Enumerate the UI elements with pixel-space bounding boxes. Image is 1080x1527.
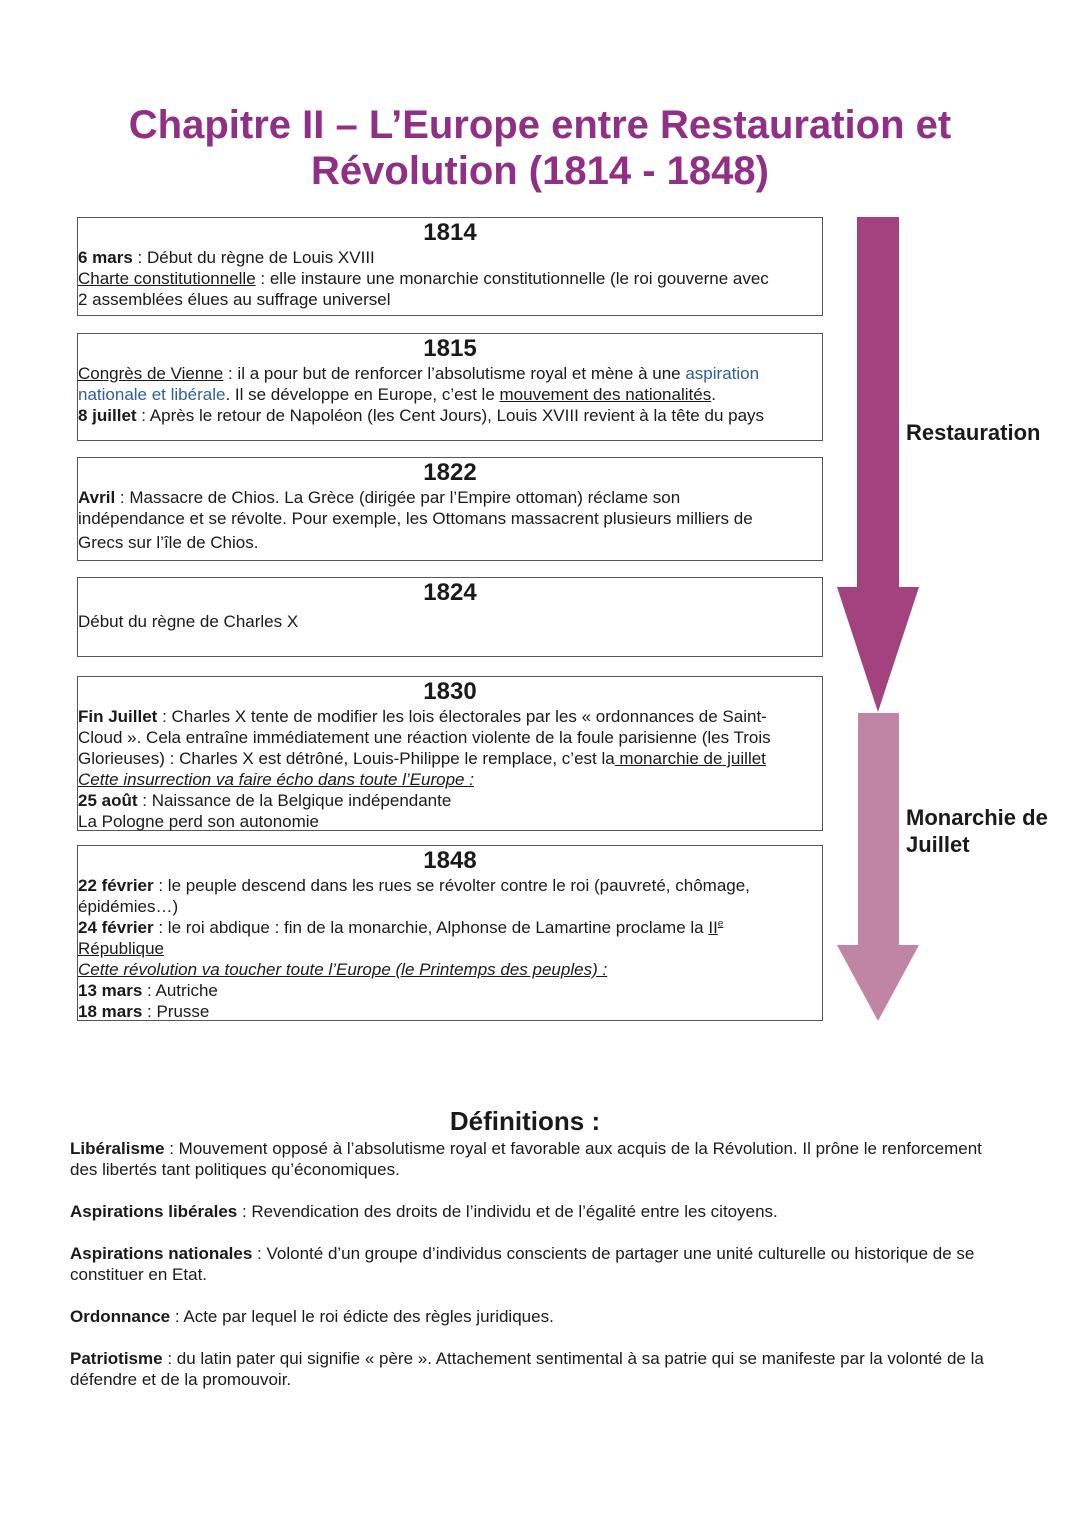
timeline-box-1824 bbox=[77, 577, 823, 657]
timeline-box-1814 bbox=[77, 217, 823, 316]
monarchie-juillet-arrow bbox=[837, 713, 919, 1021]
definition-item bbox=[70, 1306, 1010, 1327]
definition-term: Aspirations libérales bbox=[70, 1202, 238, 1221]
event-text: : Début du règne de Louis XVIII bbox=[132, 248, 375, 267]
date-label: 25 août bbox=[78, 791, 138, 810]
section-note: Cette révolution va toucher toute l’Europe (le Printemps des peuples) : bbox=[78, 960, 608, 979]
definition-item bbox=[70, 1243, 1010, 1285]
definitions-heading: Définitions : bbox=[449, 1106, 601, 1136]
definition-term: Patriotisme bbox=[70, 1349, 163, 1368]
year-heading: 1815 bbox=[423, 335, 477, 362]
date-label: 18 mars bbox=[78, 1002, 143, 1021]
definition-term: Ordonnance bbox=[70, 1307, 171, 1326]
period-label-monarchie-juillet bbox=[906, 804, 1048, 858]
event-text: épidémies…) bbox=[78, 897, 179, 916]
event-text: : Massacre de Chios. La Grèce (dirigée par l’Empire ottoman) réclame son bbox=[115, 488, 681, 507]
event-text: . bbox=[711, 385, 716, 404]
year-heading: 1824 bbox=[423, 579, 477, 606]
year-heading: 1814 bbox=[423, 219, 477, 246]
event-text: : le roi abdique : fin de la monarchie, Alphonse de Lamartine proclame la bbox=[153, 918, 709, 937]
event-text: indépendance et se révolte. Pour exemple, les Ottomans massacrent plusieurs milliers de bbox=[78, 509, 753, 528]
key-term: monarchie de juillet bbox=[614, 749, 766, 768]
key-term: République bbox=[78, 939, 165, 958]
event-text: : il a pour but de renforcer l’absolutisme royal et mène à une bbox=[223, 364, 686, 383]
event-text: 2 assemblées élues au suffrage universel bbox=[78, 290, 391, 309]
timeline-box-1815 bbox=[77, 333, 823, 441]
event-text: : Autriche bbox=[142, 981, 218, 1000]
key-term: mouvement des nationalités bbox=[499, 385, 712, 404]
event-text: Grecs sur l’île de Chios. bbox=[78, 533, 259, 552]
highlight-text: aspiration bbox=[685, 364, 760, 383]
definition-term: Aspirations nationales bbox=[70, 1244, 253, 1263]
title-line-1: Chapitre II – L’Europe entre Restauration et bbox=[128, 103, 952, 147]
restauration-arrow bbox=[837, 217, 919, 712]
date-label: Fin Juillet bbox=[78, 707, 158, 726]
period-label-line: Juillet bbox=[906, 832, 970, 857]
highlight-text: nationale et libérale bbox=[78, 385, 226, 404]
period-arrows bbox=[830, 215, 930, 1025]
date-label: Avril bbox=[78, 488, 116, 507]
year-heading: 1830 bbox=[423, 678, 477, 705]
definition-text: : Volonté d’un groupe d’individus conscients de partager une unité culturelle ou historique de se constituer en Etat. bbox=[70, 1244, 975, 1284]
definitions-section bbox=[70, 1106, 1010, 1411]
event-text: : elle instaure une monarchie constitutionnelle (le roi gouverne avec bbox=[255, 269, 769, 288]
key-term: Congrès de Vienne bbox=[78, 364, 224, 383]
definition-item bbox=[70, 1348, 1010, 1390]
event-text: : le peuple descend dans les rues se révolter contre le roi (pauvreté, chômage, bbox=[153, 876, 750, 895]
date-label: 8 juillet bbox=[78, 406, 137, 425]
definition-text: : Acte par lequel le roi édicte des règles juridiques. bbox=[170, 1307, 554, 1326]
definition-text: : du latin pater qui signifie « père ». Attachement sentimental à sa patrie qui se manifeste par la volonté de la défendre et de la promouvoir. bbox=[70, 1349, 984, 1389]
timeline-box-1830 bbox=[77, 676, 823, 831]
event-text: : Naissance de la Belgique indépendante bbox=[137, 791, 452, 810]
year-heading: 1848 bbox=[423, 847, 477, 874]
event-text: . Il se développe en Europe, c’est le bbox=[225, 385, 500, 404]
period-label-restauration: Restauration bbox=[906, 420, 1041, 445]
definition-term: Libéralisme bbox=[70, 1139, 165, 1158]
key-term: Charte constitutionnelle bbox=[78, 269, 256, 288]
event-text: Glorieuses) : Charles X est détrôné, Louis-Philippe le remplace, c’est la bbox=[78, 749, 615, 768]
date-label: 24 février bbox=[78, 918, 154, 937]
event-text: : Après le retour de Napoléon (les Cent Jours), Louis XVIII revient à la tête du pays bbox=[136, 406, 765, 425]
event-text: Cloud ». Cela entraîne immédiatement une réaction violente de la foule parisienne (les Trois bbox=[78, 728, 771, 747]
period-label-line: Monarchie de bbox=[906, 805, 1048, 830]
definition-text: : Mouvement opposé à l’absolutisme royal et favorable aux acquis de la Révolution. Il prône le renforcement des libertés tant politiques qu’économiques. bbox=[70, 1139, 982, 1179]
key-term: II bbox=[708, 918, 718, 937]
title-line-2: Révolution (1814 - 1848) bbox=[311, 149, 769, 193]
definition-item bbox=[70, 1138, 1010, 1180]
date-label: 6 mars bbox=[78, 248, 133, 267]
timeline-box-1848 bbox=[77, 845, 823, 1021]
definition-text: : Revendication des droits de l’individu et de l’égalité entre les citoyens. bbox=[237, 1202, 778, 1221]
event-text: La Pologne perd son autonomie bbox=[78, 812, 320, 831]
timeline-box-1822 bbox=[77, 457, 823, 561]
date-label: 13 mars bbox=[78, 981, 143, 1000]
year-heading: 1822 bbox=[423, 459, 477, 486]
page-title bbox=[60, 102, 1020, 194]
superscript: e bbox=[717, 918, 724, 930]
event-text: : Prusse bbox=[142, 1002, 210, 1021]
date-label: 22 février bbox=[78, 876, 154, 895]
event-text: : Charles X tente de modifier les lois électorales par les « ordonnances de Saint- bbox=[157, 707, 767, 726]
section-note: Cette insurrection va faire écho dans toute l’Europe : bbox=[78, 770, 474, 789]
definition-item bbox=[70, 1201, 1010, 1222]
event-text: Début du règne de Charles X bbox=[78, 612, 299, 631]
